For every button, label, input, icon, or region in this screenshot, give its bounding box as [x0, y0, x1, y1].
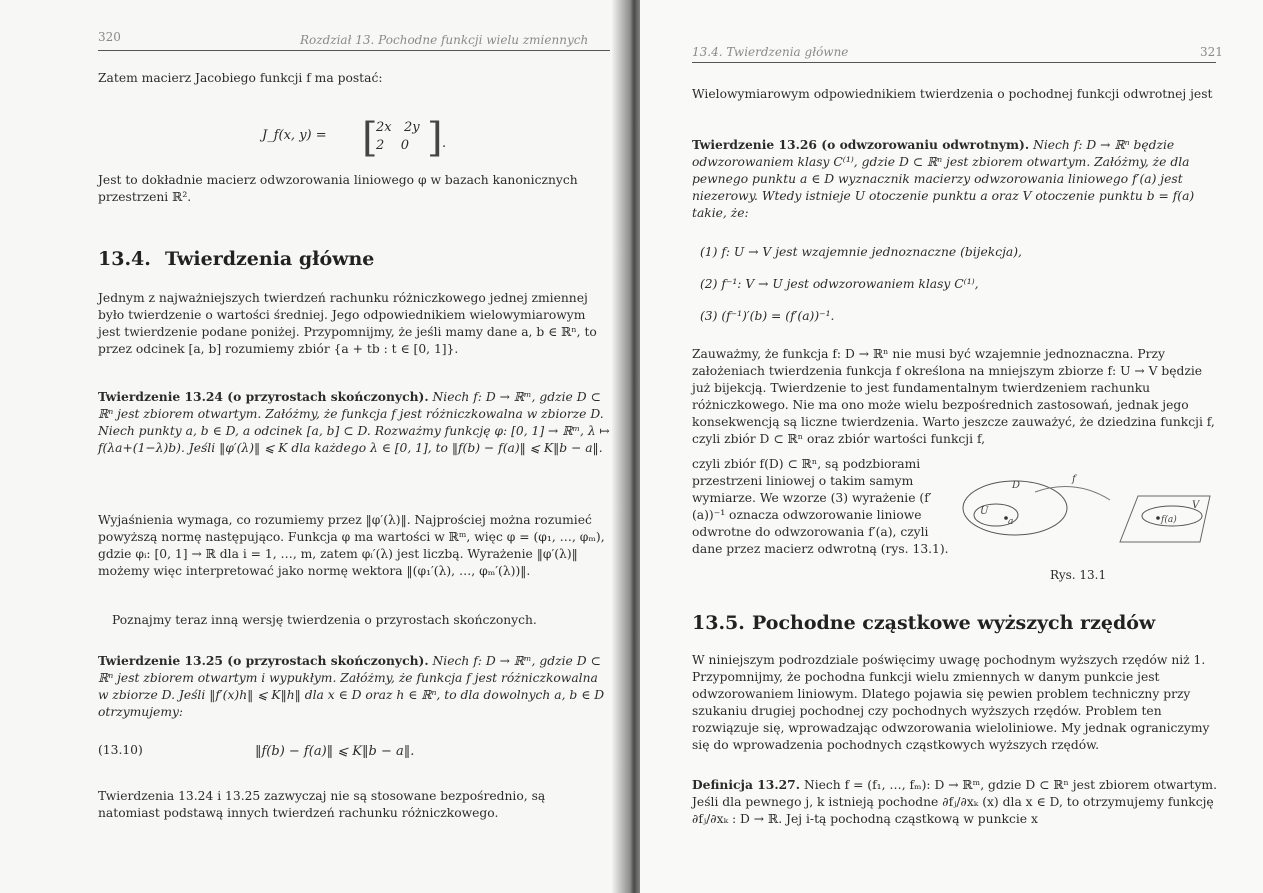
- mapping-arrow: [1035, 487, 1110, 500]
- label-D: D: [1012, 480, 1021, 491]
- paragraph-3: W niniejszym podrozdziale poświęcimy uwagę pochodnym wyższych rzędów niż 1. Przypomnijmy, że pochodna funkcji wielu zmiennych w danym punkcie jest odwzorowaniem liniowym. Dlatego pojawia się pewien problem techniczny przy szukaniu drugiej pochodnej czy pochodnych wyższych rzędów. Problem ten rozwiązuje się, wprowadzając odwzorowania wieloliniowe. My jednak ograniczymy się do wprowadzenia pochodnych cząstkowych wyższych rzędów.: [692, 653, 1210, 752]
- matrix-row-2: 2 0: [376, 138, 410, 153]
- label-U: U: [980, 506, 989, 517]
- label-f: f: [1072, 474, 1076, 485]
- definition-13-27-body: Niech f = (f₁, …, fₘ): D → ℝᵐ, gdzie D ⊂ ℝⁿ jest zbiorem otwartym. Jeśli dla pewnego j, k istnieją pochodne ∂fⱼ/∂xₖ (x) dla x ∈ D, to otrzymujemy funkcję ∂fⱼ/∂xₖ : D → ℝ. Jej i-tą pochodną cząstkową w punkcie x: [692, 778, 1217, 826]
- equation-label: (13.10): [98, 743, 143, 757]
- theorem-item-1: (1) f: U → V jest wzajemnie jednoznaczne (bijekcja),: [700, 245, 1022, 259]
- bracket-right: ]: [427, 115, 443, 161]
- equation-13-10: ‖f(b) − f(a)‖ ⩽ K‖b − a‖.: [255, 744, 415, 759]
- figure-caption: Rys. 13.1: [1050, 568, 1107, 582]
- theorem-13-26: [692, 136, 1220, 222]
- header-rule: [98, 50, 610, 51]
- page-number: 320: [98, 30, 121, 44]
- theorem-item-2: (2) f⁻¹: V → U jest odwzorowaniem klasy C⁽¹⁾,: [700, 277, 979, 291]
- page-number: 321: [1200, 45, 1223, 59]
- section-title: Twierdzenia główne: [165, 248, 375, 270]
- right-page: [640, 0, 1263, 893]
- paragraph-4: Poznajmy teraz inną wersję twierdzenia o przyrostach skończonych.: [112, 613, 537, 627]
- paragraph-5: Twierdzenia 13.24 i 13.25 zazwyczaj nie są stosowane bezpośrednio, są natomiast podstawą innych twierdzeń rachunku różniczkowego.: [98, 789, 546, 820]
- figure-13-1: [960, 470, 1215, 570]
- theorem-13-25-head: Twierdzenie 13.25 (o przyrostach skończonych).: [98, 653, 429, 668]
- paragraph-2: Zauważmy, że funkcja f: D → ℝⁿ nie musi być wzajemnie jednoznaczna. Przy założeniach twierdzenia funkcja f określona na mniejszym zbiorze f: U → V będzie już bijekcją. Twierdzenie to jest fundamentalnym twierdzeniem rachunku różniczkowego. Nie ma ono może wielu bezpośrednich zastosowań, jednak jego konsekwencją są liczne twierdzenia. Warto jeszcze zauważyć, że dziedzina funkcji f, czyli zbiór D ⊂ ℝⁿ oraz zbiór wartości funkcji f,: [692, 347, 1215, 446]
- paragraph-1: Jest to dokładnie macierz odwzorowania liniowego φ w bazach kanonicznych przestrzeni ℝ².: [98, 173, 578, 204]
- theorem-13-26-body: Niech f: D → ℝⁿ będzie odwzorowaniem klasy C⁽¹⁾, gdzie D ⊂ ℝⁿ jest zbiorem otwartym. Załóżmy, że dla pewnego punktu a ∈ D wyznacznik macierzy odwzorowania liniowego f′(a) jest niezerowy. Wtedy istnieje U otoczenie punktu a oraz V otoczenie punktu b = f(a) takie, że:: [692, 138, 1195, 220]
- section-number: 13.4.: [98, 248, 151, 270]
- paragraph-2b: czyli zbiór f(D) ⊂ ℝⁿ, są podzbiorami przestrzeni liniowej o takim samym wymiarze. We wzorze (3) wyrażenie (f′(a))⁻¹ oznacza odwzorowanie liniowe odwrotne do odwzorowania f′(a), czyli dane przez macierz odwrotną (rys. 13.1).: [692, 457, 949, 556]
- bracket-left: [: [362, 115, 378, 161]
- definition-13-27: [692, 776, 1220, 828]
- label-V: V: [1192, 500, 1200, 511]
- jacobian-lhs: J_f(x, y) =: [262, 128, 327, 143]
- header-rule: [692, 62, 1216, 63]
- left-page: [0, 0, 625, 893]
- mapping-diagram: [960, 470, 1215, 570]
- running-head: 13.4. Twierdzenia główne: [692, 45, 849, 59]
- section-title: Pochodne cząstkowe wyższych rzędów: [752, 612, 1156, 634]
- theorem-13-25-body: Niech f: D → ℝᵐ, gdzie D ⊂ ℝⁿ jest zbiorem otwartym i wypukłym. Załóżmy, że funkcja f jest różniczkowalna w zbiorze D. Jeśli ‖f′(x)h‖ ⩽ K‖h‖ dla x ∈ D oraz h ∈ ℝⁿ, to dla dowolnych a, b ∈ D otrzymujemy:: [98, 654, 605, 719]
- theorem-13-26-head: Twierdzenie 13.26 (o odwzorowaniu odwrotnym).: [692, 137, 1030, 152]
- paragraph-2: Jednym z najważniejszych twierdzeń rachunku różniczkowego jednej zmiennej było twierdzenie o wartości średniej. Jego odpowiednikiem wielowymiarowym jest twierdzenie podane poniżej. Przypomnijmy, że jeśli mamy dane a, b ∈ ℝⁿ, to przez odcinek [a, b] rozumiemy zbiór {a + tb : t ∈ [0, 1]}.: [98, 291, 597, 356]
- theorem-13-24: [98, 388, 610, 457]
- paragraph-1: Wielowymiarowym odpowiednikiem twierdzenia o pochodnej funkcji odwrotnej jest: [692, 87, 1213, 101]
- label-a: a: [1008, 517, 1014, 527]
- intro-text: Zatem macierz Jacobiego funkcji f ma postać:: [98, 71, 383, 85]
- section-number: 13.5.: [692, 612, 745, 634]
- paragraph-3: Wyjaśnienia wymaga, co rozumiemy przez ‖φ′(λ)‖. Najprościej można rozumieć powyższą normę następująco. Funkcja φ ma wartości w ℝᵐ, więc φ = (φ₁, …, φₘ), gdzie φᵢ: [0, 1] → ℝ dla i = 1, …, m, zatem φᵢ′(λ) jest liczbą. Wyrażenie ‖φ′(λ)‖ możemy więc interpretować jako normę wektora ‖(φ₁′(λ), …, φₘ′(λ))‖.: [98, 513, 605, 578]
- theorem-13-25: [98, 652, 610, 721]
- running-head: Rozdział 13. Pochodne funkcji wielu zmiennych: [300, 33, 589, 47]
- point-fa: [1156, 516, 1160, 520]
- jacobian-end: .: [442, 136, 447, 151]
- definition-13-27-head: Definicja 13.27.: [692, 777, 801, 792]
- theorem-13-24-head: Twierdzenie 13.24 (o przyrostach skończonych).: [98, 389, 429, 404]
- label-fa: f(a): [1161, 515, 1177, 525]
- theorem-item-3: (3) (f⁻¹)′(b) = (f′(a))⁻¹.: [700, 309, 835, 323]
- theorem-13-24-body: Niech f: D → ℝᵐ, gdzie D ⊂ ℝⁿ jest zbiorem otwartym. Załóżmy, że funkcja f jest różniczkowalna w zbiorze D. Niech punkty a, b ∈ D, a odcinek [a, b] ⊂ D. Rozważmy funkcję φ: [0, 1] → ℝᵐ, λ ↦ f(λa+(1−λ)b). Jeśli ‖φ′(λ)‖ ⩽ K dla każdego λ ∈ [0, 1], to ‖f(b) − f(a)‖ ⩽ K‖b − a‖.: [98, 390, 610, 455]
- matrix-row-1: 2x 2y: [376, 120, 420, 135]
